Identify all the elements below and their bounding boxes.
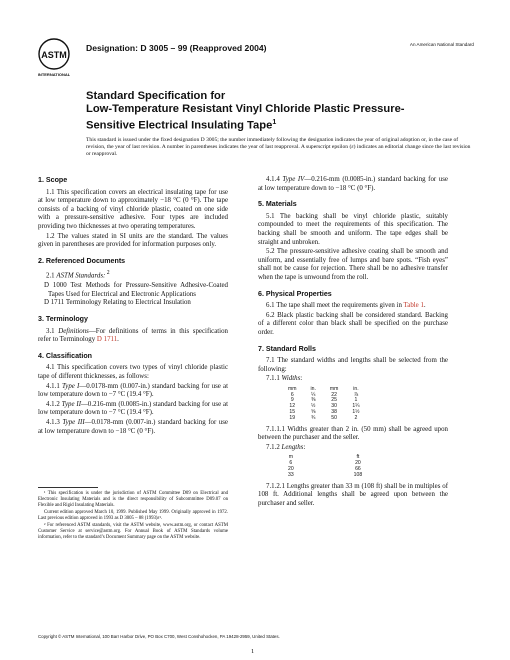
section-heading-standard-rolls: 7. Standard Rolls bbox=[258, 344, 316, 353]
widths-table bbox=[288, 387, 373, 422]
table-row: 20 66 bbox=[288, 466, 361, 473]
ans-label: An American National Standard bbox=[409, 42, 474, 47]
paragraph-7-1: 7.1 The standard widths and lengths shall be selected from the following: bbox=[258, 357, 448, 373]
section-heading-referenced-documents: 2. Referenced Documents bbox=[38, 256, 126, 265]
paragraph-6-1: 6.1 The tape shall meet the requirements given in Table 1. bbox=[266, 302, 426, 310]
paragraph-7-1-2: 7.1.2 Lengths: bbox=[266, 443, 306, 451]
paragraph-7-1-1-1: 7.1.1.1 Widths greater than 2 in. (50 mm) shall be agreed upon between the purchaser and the seller. bbox=[258, 425, 448, 442]
section-heading-scope: 1. Scope bbox=[38, 176, 68, 184]
astm-logo-icon bbox=[38, 38, 70, 78]
table-row: 6 ¼ 22 ⅞ bbox=[290, 391, 359, 398]
footnotes bbox=[38, 487, 228, 542]
title-line3: Sensitive Electrical Insulating Tape$^1$ bbox=[86, 119, 277, 132]
paragraph-4-1-3: 4.1.3 Type III—0.0178-mm (0.007-in.) standard backing for use at low temperature down to −18 °C (0 °F). bbox=[38, 418, 228, 435]
table-row: 33 108 bbox=[288, 471, 363, 478]
paragraph-4-1: 4.1 This specification covers two types of vinyl chloride plastic tape of different thicknesses, as follows: bbox=[38, 364, 228, 380]
title-line2: Low-Temperature Resistant Vinyl Chloride Plastic Pressure- bbox=[86, 103, 405, 115]
title-line1: Standard Specification for bbox=[86, 90, 226, 102]
table-row: 9 ⅜ 25 1 bbox=[290, 397, 358, 404]
svg-text:ASTM: ASTM bbox=[41, 50, 67, 60]
left-column bbox=[38, 176, 228, 437]
table-row: 19 ¾ 50 2 bbox=[289, 414, 358, 421]
paragraph-1-1: 1.1 This specification covers an electrical insulating tape for use at low temperature down to approximately −18 °C (0 °F). The tape consists of a backing of vinyl chloride plastic, coated on one side with a pressure-sensitive adhesive. Four types are included providing two thicknesses at two operating temperatures. bbox=[38, 188, 228, 230]
paragraph-5-1: 5.1 The backing shall be vinyl chloride plastic, suitably compounded to meet the requirements of this specification. The backing shall be smooth and uniform. The tape edges shall be straight and unbroken. bbox=[258, 212, 448, 246]
link-d1711[interactable]: D 1711 bbox=[96, 336, 118, 344]
designation: Designation: D 3005 – 99 (Reapproved 2004) bbox=[86, 43, 267, 53]
svg-text:INTERNATIONAL: INTERNATIONAL bbox=[38, 72, 70, 77]
footnote-1-approval: Current edition approved March 10, 1999. Published May 1999. Originally approved in 1972. Last previous edition approved in 1993 as D 3005 – 88 (1993)ε¹. bbox=[38, 510, 228, 521]
standard-notice: This standard is issued under the fixed designation D 3005; the number immediately following the designation indicates the year of original adoption or, in the case of revision, the year of last revision. A number in parentheses indicates the year of last reapproval. A superscript epsilon (ε) indicates an editorial change since the last revision or reapproval. bbox=[86, 137, 471, 157]
footnote-divider bbox=[38, 487, 98, 488]
page-number: 1 bbox=[251, 648, 255, 655]
reference-d1000: D 1000 Test Methods for Pressure-Sensitive Adhesive-Coated Tapes Used for Electrical and Electronic Applications bbox=[44, 282, 228, 298]
table-row: 6 20 bbox=[289, 460, 361, 467]
footnote-1: ¹ This specification is under the jurisdiction of ASTM Committee D09 on Electrical and Electronic Insulating Materials and is the direct responsibility of Subcommittee D09.07 on Flexible and Rigid Insulating Materials. bbox=[38, 491, 228, 508]
paragraph-7-1-1: 7.1.1 Widths: bbox=[266, 375, 303, 383]
section-heading-classification: 4. Classification bbox=[38, 351, 93, 360]
paragraph-2-1: 2.1 ASTM Standards: $^2$ bbox=[46, 270, 110, 280]
paragraph-3-1: 3.1 Definitions—For definitions of terms in this specification refer to Terminology D 1711. bbox=[38, 327, 228, 344]
paragraph-4-1-2: 4.1.2 Type II—0.216-mm (0.0085-in.) standard backing for use at low temperature down to −7 °C (19.4 °F). bbox=[38, 400, 228, 417]
paragraph-5-2: 5.2 The pressure-sensitive adhesive coating shall be smooth and uniform, and essentially free of lumps and bare spots. “Fish eyes” shall not be cause for rejection. There shall be no adhesive transfer when the tape is unwound from the roll. bbox=[258, 248, 448, 281]
paragraph-6-2: 6.2 Black plastic backing shall be considered standard. Backing of a different color than black shall be specified on the purchase order. bbox=[258, 311, 448, 336]
paragraph-7-1-2-1: 7.1.2.1 Lengths greater than 33 m (108 ft) shall be in multiples of 108 ft. Additional lengths shall be agreed upon between the purchaser and seller. bbox=[258, 482, 448, 507]
paragraph-1-2: 1.2 The values stated in SI units are the standard. The values given in parentheses are provided for information purposes only. bbox=[38, 232, 228, 249]
link-table-1[interactable]: Table 1 bbox=[403, 302, 424, 310]
lengths-table bbox=[288, 455, 422, 478]
footnote-2: ² For referenced ASTM standards, visit the ASTM website, www.astm.org, or contact ASTM Customer Service at service@astm.org. For Annual Book of ASTM Standards volume information, refer to the standard’s Document Summary page on the ASTM website. bbox=[38, 523, 228, 540]
table-row: 15 ⅝ 38 1½ bbox=[289, 409, 360, 416]
paragraph-4-1-4: 4.1.4 Type IV—0.216-mm (0.0085-in.) standard backing for use at low temperature down to −18 °C (0 °F). bbox=[258, 176, 448, 192]
section-heading-terminology: 3. Terminology bbox=[38, 315, 88, 324]
table-header-row: mm in. mm in. bbox=[288, 385, 359, 392]
table-row: 12 ½ 30 1¼ bbox=[289, 403, 360, 410]
copyright-notice: Copyright © ASTM International, 100 Barr Harbor Drive, PO Box C700, West Conshohocken, PA 19428-2959, United States. bbox=[38, 634, 280, 639]
paragraph-4-1-1: 4.1.1 Type I—0.0178-mm (0.007-in.) standard backing for use at low temperature down to −7 °C (19.4 °F). bbox=[38, 382, 228, 399]
section-heading-physical-properties: 6. Physical Properties bbox=[258, 289, 332, 298]
right-column bbox=[258, 176, 448, 509]
table-header-row: m ft bbox=[288, 454, 360, 461]
reference-d1711: D 1711 Terminology Relating to Electrical Insulation bbox=[44, 299, 191, 307]
section-heading-materials: 5. Materials bbox=[258, 200, 297, 209]
document-title bbox=[86, 90, 486, 133]
